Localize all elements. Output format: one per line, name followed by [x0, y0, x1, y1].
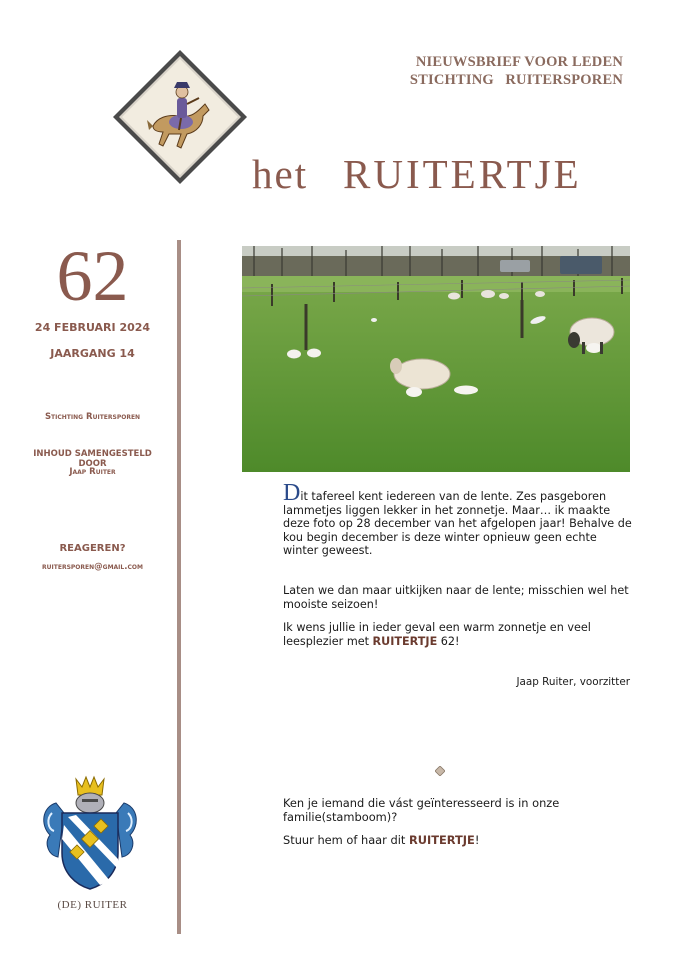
- share-line: [283, 833, 633, 847]
- intro-text: it tafereel kent iedereen van de lente. Zes pasgeboren lammetjes liggen lekker in het zonnetje. Maar… ik maakte deze foto op 28 december van het afgelopen jaar! Behalve de kou begin december is deze winter opnieuw geen echte winter geweest.: [283, 490, 632, 558]
- wishes-paragraph: [283, 621, 633, 648]
- coat-of-arms: [38, 773, 142, 893]
- newsletter-title: RUITERTJE: [343, 151, 582, 197]
- issue-number: 62: [56, 236, 129, 316]
- respond-label: REAGEREN?: [59, 543, 126, 554]
- spring-paragraph: Laten we dan maar uitkijken naar de lente; misschien wel het mooiste seizoen!: [283, 584, 629, 611]
- family-question: Ken je iemand die vást geïnteresseerd is in onze familie(stamboom)?: [283, 796, 560, 824]
- share-text: Stuur hem of haar dit: [283, 833, 409, 847]
- masthead-line2: STICHTING RUITERSPOREN: [409, 72, 623, 88]
- sheep-meadow-photo: [242, 246, 630, 472]
- issue-date: 24 FEBRUARI 2024: [34, 321, 151, 334]
- organization-name: Stichting Ruitersporen: [44, 412, 141, 422]
- coat-of-arms-icon: [38, 773, 142, 893]
- diamond-divider-icon: [435, 761, 445, 771]
- masthead-line1: NIEUWSBRIEF VOOR LEDEN: [415, 54, 623, 70]
- issue-volume: JAARGANG 14: [50, 347, 135, 360]
- share-highlight: RUITERTJE: [408, 833, 475, 847]
- respond-email-link[interactable]: ruitersporen@gmail.com: [42, 562, 143, 572]
- logo-rider-tile: [111, 48, 249, 186]
- compiled-by-name: Jaap Ruiter: [69, 467, 116, 477]
- share-text-end: !: [474, 833, 480, 847]
- drop-cap: D: [283, 480, 301, 506]
- intro-paragraph: [283, 480, 633, 558]
- compiled-by-label: INHOUD SAMENGESTELD DOOR: [33, 449, 152, 469]
- sheep-photo-image: [242, 246, 630, 472]
- sidebar-divider: [177, 240, 181, 934]
- signature: Jaap Ruiter, voorzitter: [516, 676, 630, 688]
- wishes-text: Ik wens jullie in ieder geval een warm zonnetje en veel leesplezier met: [283, 621, 591, 648]
- wishes-highlight: RUITERTJE: [372, 634, 438, 648]
- title-prefix: het: [252, 151, 309, 197]
- wishes-text-end: 62!: [437, 634, 460, 648]
- coat-of-arms-caption: (DE) RUITER: [57, 899, 128, 911]
- rider-logo-icon: [111, 48, 249, 186]
